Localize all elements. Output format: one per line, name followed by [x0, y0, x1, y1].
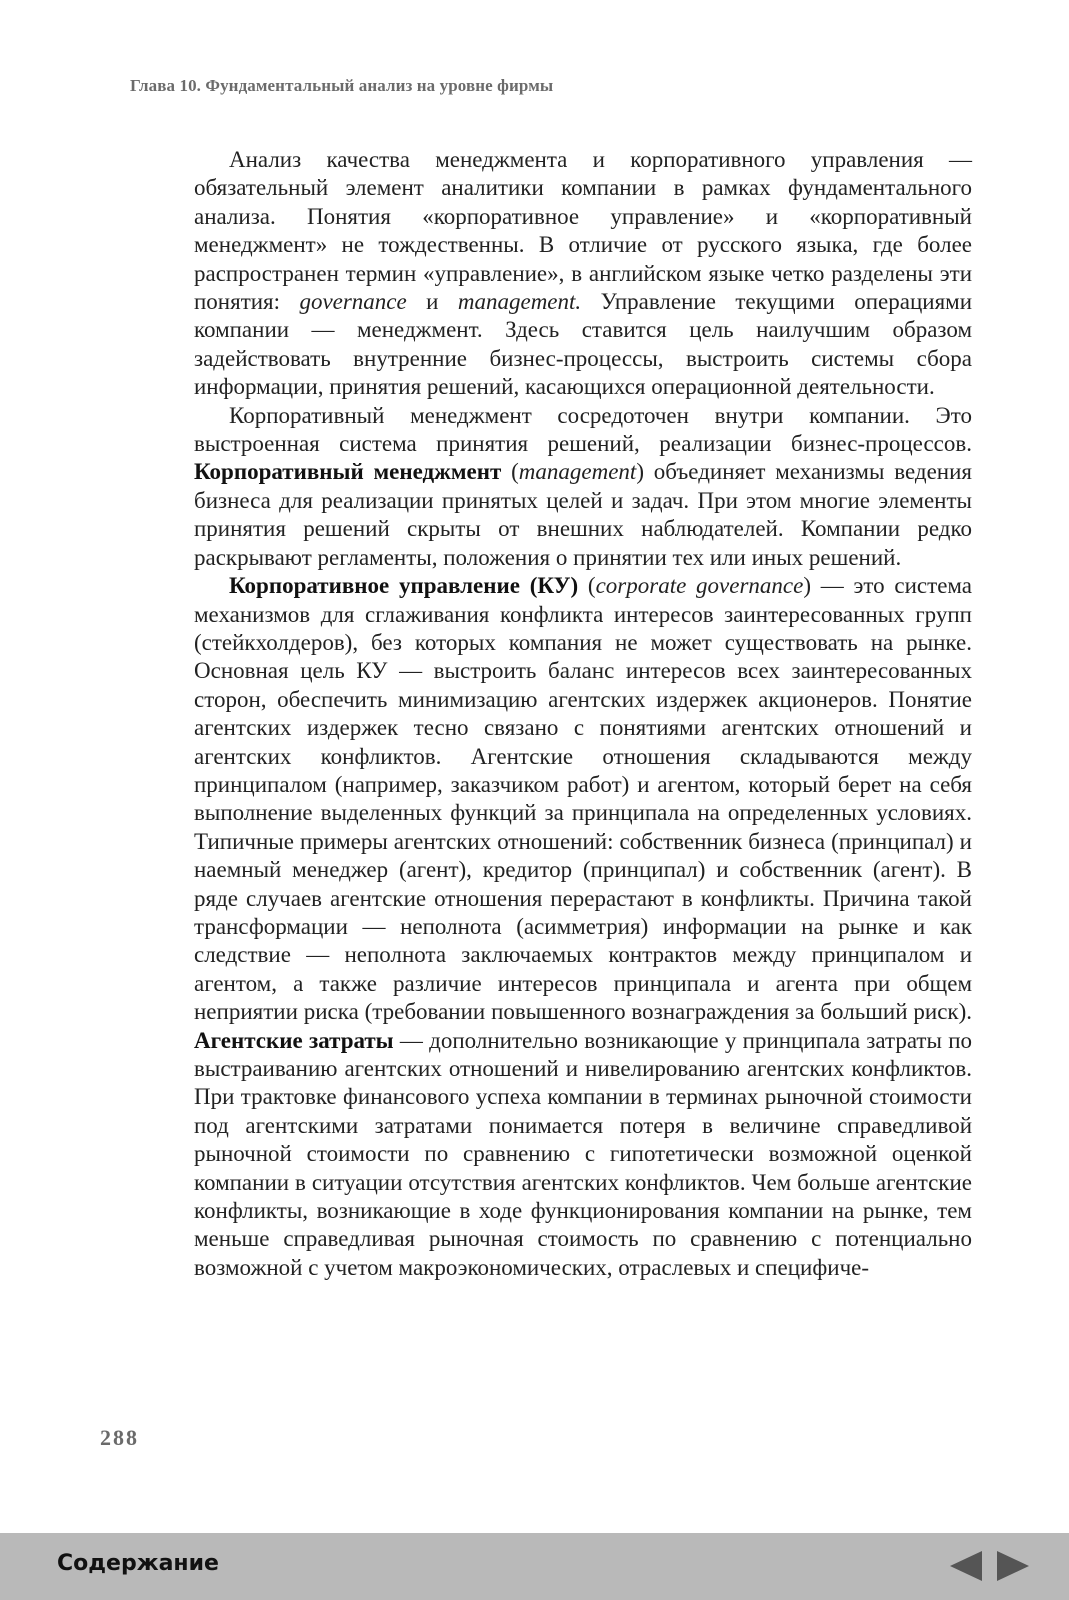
- contents-link[interactable]: Содержание: [57, 1551, 219, 1576]
- paragraph-text: ) — это система механизмов для сглаживания конфликта интересов заинтересованных групп (стейкхолдеров), без которых компания не может существовать на рынке. Основная цель КУ — выстроить баланс интересов всех заинтересованных сторон, обеспечить минимизацию агентских издержек акционеров. Понятие агентских издержек тесно связано с понятиями агентских отношений и агентских конфликтов. Агентские отношения складываются между принципалом (например, заказчиком работ) и агентом, который берет на себя выполнение выделенных функций за принципала на определенных условиях. Типичные примеры агентских отношений: собственник бизнеса (принципал) и наемный менеджер (агент), кредитор (принципал) и собственник (агент). В ряде случаев агентские отношения перерастают в конфликты. Причина такой трансформации — неполнота (асимметрия) информации на рынке и как следствие — неполнота заключаемых контрактов между принципалом и агентом, а также различие интересов принципала и агента при общем неприятии риска (требовании повышенного вознаграждения за больший риск).: [194, 573, 973, 1025]
- navigation-bar: [0, 1533, 1069, 1600]
- paragraph-text: — дополнительно возникающие у принципала затраты по выстраиванию агентских отношений и нивелированию агентских конфликтов. При трактовке финансового успеха компании в терминах рыночной стоимости под агентскими затратами понимается потеря в величине справедливой рыночной стоимости по сравнению с гипотетически возможной оценкой компании в ситуации отсутствия агентских конфликтов. Чем больше агентские конфликты, возникающие в ходе функционирования компании на рынке, тем меньше справедливая рыночная стоимость по сравнению с потенциально возможной с учетом макроэкономических, отраслевых и специфиче-: [194, 1027, 972, 1280]
- body-text: [194, 146, 972, 1282]
- term-corporate-governance: Корпоративное управление (КУ): [229, 573, 579, 599]
- paragraph-text: Управление текущими операциями компании — менеджмент. Здесь ставится цель наилучшим образом задействовать внутренние бизнес-процессы, выстроить системы сбора информации, принятия решений, касающихся операционной деятельности.: [194, 289, 973, 400]
- running-header: Глава 10. Фундаментальный анализ на уровне фирмы: [130, 76, 554, 95]
- term-governance: governance: [299, 289, 407, 315]
- paragraph-text: (: [501, 459, 519, 485]
- paragraph-management-quality: [194, 146, 972, 402]
- paragraph-text: ) объединяет механизмы ведения бизнеса для реализации принятых целей и задач. При этом многие элементы принятия решений скрыты от внешних наблюдателей. Компании редко раскрывают регламенты, положения о принятии тех или иных решений.: [194, 459, 972, 570]
- paragraph-text: Анализ качества менеджмента и корпоративного управления — обязательный элемент аналитики компании в рамках фундаментального анализа. Понятия «корпоративное управление» и «корпоративный менеджмент» не тождественны. В отличие от русского языка, где более распространен термин «управление», в английском языке четко разделены эти понятия:: [194, 147, 972, 315]
- paragraph-text: и: [406, 289, 458, 315]
- next-page-button[interactable]: [995, 1548, 1031, 1584]
- term-agency-costs: Агентские затраты: [194, 1027, 394, 1053]
- paragraph-text: Корпоративный менеджмент сосредоточен внутри компании. Это выстроенная система принятия решений, реализации бизнес-процессов.: [194, 402, 972, 457]
- paragraph-text: (: [578, 573, 596, 599]
- paragraph-corporate-management: [194, 402, 972, 572]
- term-corporate-management: Корпоративный менеджмент: [194, 459, 502, 485]
- previous-page-button[interactable]: [948, 1548, 984, 1584]
- term-management-en: management: [518, 459, 637, 485]
- term-corporate-governance-en: corporate governance: [595, 573, 804, 599]
- triangle-left-icon: [948, 1548, 984, 1584]
- triangle-right-icon: [995, 1548, 1031, 1584]
- paragraph-corporate-governance: [194, 572, 972, 1282]
- page-number: 288: [100, 1425, 139, 1450]
- term-management: management.: [457, 289, 582, 315]
